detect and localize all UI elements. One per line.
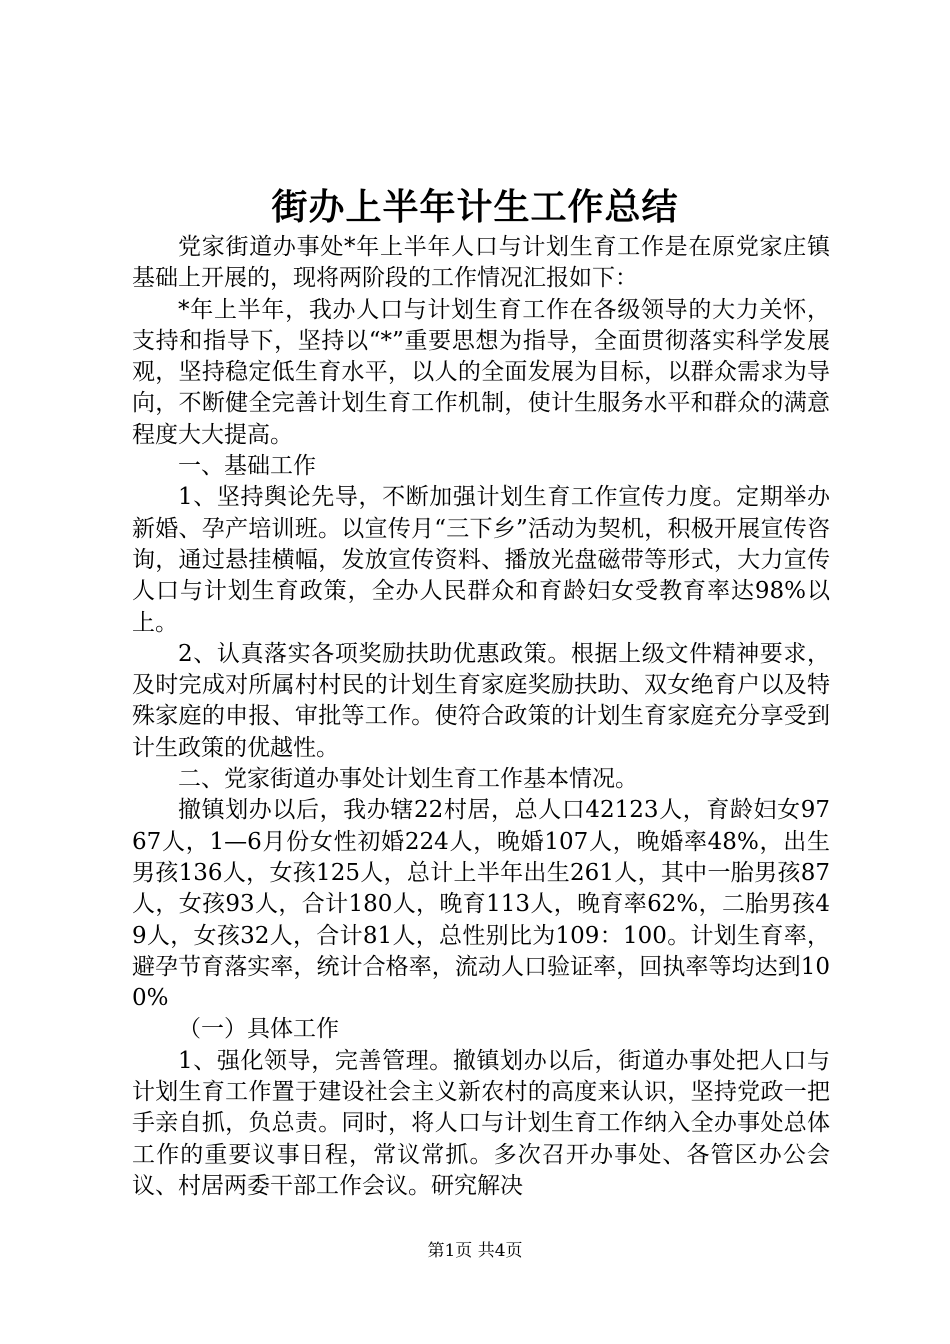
specific-work-item-1: 1、强化领导，完善管理。撤镇划办以后，街道办事处把人口与计划生育工作置于建设社会主义新农村的高度来认识，坚持党政一把手亲自抓，负总责。同时，将人口与计划生育工作纳入全办事处总体工作的重要议事日程，常议常抓。多次召开办事处、各管区办公会议、村居两委干部工作会议。研究解决 [132, 1047, 830, 1199]
section-heading-basic-situation: 二、党家街道办事处计划生育工作基本情况。 [178, 766, 638, 793]
subsection-heading-specific-work: （一）具体工作 [178, 1016, 339, 1043]
document-title: 街办上半年计生工作总结 [271, 186, 679, 228]
overview-paragraph: *年上半年，我办人口与计划生育工作在各级领导的大力关怀，支持和指导下，坚持以“*”重要思想为指导，全面贯彻落实科学发展观，坚持稳定低生育水平，以人的全面发展为目标，以群众需求为导向，不断健全完善计划生育工作机制，使计生服务水平和群众的满意程度大大提高。 [132, 296, 830, 448]
document-body [132, 232, 830, 1202]
statistics-paragraph: 撤镇划办以后，我办辖22村居，总人口42123人，育龄妇女9767人，1—6月份女性初婚224人，晚婚107人，晚婚率48%，出生男孩136人，女孩125人，总计上半年出生261人，其中一胎男孩87人，女孩93人，合计180人，晚育113人，晚育率62%，二胎男孩49人，女孩32人，合计81人，总性别比为109：100。计划生育率，避孕节育落实率，统计合格率，流动人口验证率，回执率等均达到100% [132, 797, 830, 1012]
basic-work-item-2: 2、认真落实各项奖励扶助优惠政策。根据上级文件精神要求，及时完成对所属村村民的计划生育家庭奖励扶助、双女绝育户以及特殊家庭的申报、审批等工作。使符合政策的计划生育家庭充分享受到计生政策的优越性。 [132, 640, 830, 761]
basic-work-item-1: 1、坚持舆论先导，不断加强计划生育工作宣传力度。定期举办新婚、孕产培训班。以宣传月“三下乡”活动为契机，积极开展宣传咨询，通过悬挂横幅，发放宣传资料、播放光盘磁带等形式，大力宣传人口与计划生育政策，全办人民群众和育龄妇女受教育率达98%以上。 [132, 484, 830, 636]
page-footer: 第1页 共4页 [427, 1241, 523, 1261]
intro-paragraph: 党家街道办事处*年上半年人口与计划生育工作是在原党家庄镇基础上开展的，现将两阶段的工作情况汇报如下： [132, 234, 830, 292]
section-heading-basic-work: 一、基础工作 [178, 453, 316, 480]
